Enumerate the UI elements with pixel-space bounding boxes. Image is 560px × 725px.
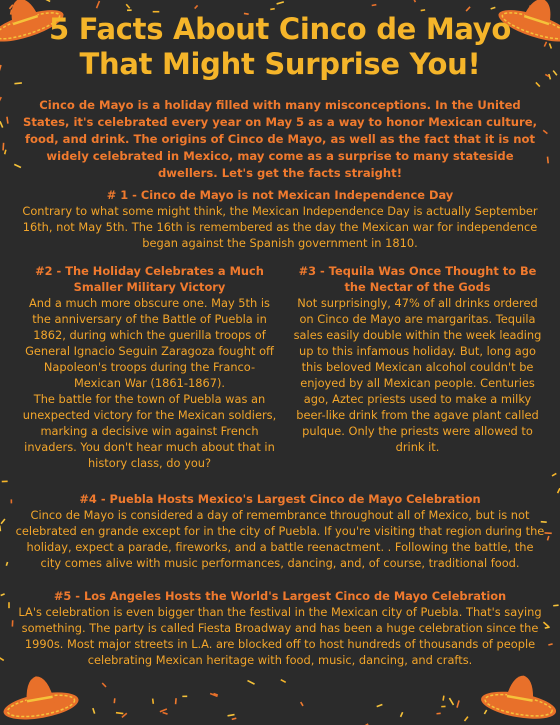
confetti-piece (160, 708, 168, 712)
confetti-piece (175, 698, 177, 704)
confetti-piece (553, 604, 559, 606)
fact-heading: #3 - Tequila Was Once Thought to Be the Nectar of the Gods (298, 264, 537, 294)
confetti-piece (535, 82, 540, 87)
confetti-piece (466, 6, 471, 11)
fact-body: And a much more obscure one. May 5th is the anniversary of the Battle of Puebla in 1862, during which the guerilla troops of General Ignacio Seguin Zaragoza fought off Napoleon's troops during the Franco-Mexican War (1861-1867). (25, 296, 274, 390)
confetti-piece (270, 8, 275, 10)
confetti-piece (548, 643, 553, 646)
confetti-piece (552, 473, 557, 477)
confetti-piece (4, 150, 7, 155)
confetti-piece (2, 143, 4, 151)
confetti-piece (544, 532, 551, 534)
confetti-piece (300, 702, 304, 707)
confetti-piece (441, 706, 445, 708)
confetti-piece (276, 1, 284, 5)
confetti-piece (116, 712, 124, 714)
confetti-piece (0, 65, 2, 71)
fact-heading: # 1 - Cinco de Mayo is not Mexican Independence Day (106, 188, 454, 202)
intro-paragraph: Cinco de Mayo is a holiday filled with many misconceptions. In the United States, it's celebrated every year on May 5 as a way to honor Mexican culture, food, and drink. The origins of Cinco de Mayo, as well as the fact that it is not widely celebrated in Mexico, may come as a surprise to many stateside dwellers. Let's get the facts straight! (22, 98, 537, 180)
confetti-piece (449, 698, 454, 706)
confetti-piece (0, 656, 4, 661)
confetti-piece (545, 626, 550, 629)
fact-3-section (290, 263, 545, 455)
confetti-piece (400, 712, 404, 717)
confetti-piece (543, 130, 548, 135)
confetti-piece (442, 696, 444, 701)
fact-1-section (20, 187, 540, 251)
confetti-piece (126, 4, 131, 9)
confetti-piece (490, 7, 495, 10)
confetti-piece (247, 680, 255, 685)
confetti-piece (113, 698, 115, 703)
fact-2-section (22, 263, 277, 471)
confetti-piece (194, 5, 198, 9)
confetti-piece (92, 708, 95, 714)
confetti-piece (227, 714, 234, 717)
confetti-piece (547, 536, 550, 541)
confetti-piece (6, 562, 9, 566)
sombrero-icon (478, 665, 560, 723)
confetti-piece (8, 602, 10, 608)
fact-5-section (15, 588, 545, 668)
fact-body: LA's celebration is even bigger than the festival in the Mexican city of Puebla. That's saying something. The party is called Fiesta Broadway and has been a huge celebration since the 1990s. Most major streets in L.A. are blocked off to host hundreds of thousands of people celebrating Mexican heritage with food, music, dancing, and crafts. (18, 605, 542, 667)
fact-body: Cinco de Mayo is considered a day of remembrance throughout all of Mexico, but is not celebrated en grande except for in the city of Puebla. If you're visiting that region during the holiday, expect a parade, fireworks, and a battle reenactment. . Following the battle, the city comes alive with music performances, dancing, and, of course, traditional food. (15, 508, 545, 570)
confetti-piece (96, 1, 100, 9)
fact-4-section (15, 491, 545, 571)
confetti-piece (11, 499, 13, 503)
sombrero-icon (0, 668, 80, 724)
confetti-piece (232, 717, 237, 720)
confetti-piece (162, 712, 167, 715)
confetti-piece (12, 620, 14, 626)
title-line-2: That Might Surprise You! (79, 47, 481, 81)
fact-heading: #4 - Puebla Hosts Mexico's Largest Cinco de Mayo Celebration (79, 492, 481, 506)
fact-heading: #5 - Los Angeles Hosts the World's Largest Cinco de Mayo Celebration (53, 589, 507, 603)
confetti-piece (464, 716, 469, 721)
fact-body: Not surprisingly, 47% of all drinks ordered on Cinco de Mayo are margaritas. Tequila sales easily double within the week leading up to this infamous holiday. But, long ago this beloved Mexican alcohol couldn't be enjoyed by all Mexican people. Centuries ago, Aztec priests used to make a milky beer-like drink from the agave plant called pulque. Only the priests were allowed to drink it. (293, 296, 542, 454)
confetti-piece (182, 696, 187, 698)
confetti-piece (152, 698, 154, 703)
confetti-piece (372, 4, 377, 6)
confetti-piece (436, 713, 440, 715)
confetti-piece (102, 682, 107, 687)
confetti-piece (280, 679, 286, 683)
confetti-piece (0, 97, 2, 104)
fact-body: The battle for the town of Puebla was an unexpected victory for the Mexican soldiers, marking a decisive win against French invaders. You don't hear much about that in history class, do you? (22, 392, 277, 470)
confetti-piece (2, 481, 8, 483)
title-line-1: 5 Facts About Cinco de Mayo (49, 12, 511, 46)
confetti-piece (412, 0, 416, 2)
confetti-piece (553, 70, 558, 76)
confetti-piece (547, 157, 549, 164)
confetti-piece (0, 593, 5, 596)
confetti-piece (6, 117, 9, 124)
fact-body: Contrary to what some might think, the Mexican Independence Day is actually September 16th, not May 5th. The 16th is remembered as the day the Mexican war for independence began against the Spanish government in 1810. (22, 204, 538, 250)
confetti-piece (14, 82, 22, 84)
confetti-piece (549, 43, 552, 49)
fact-heading: #2 - The Holiday Celebrates a Much Smaller Military Victory (35, 264, 264, 294)
confetti-piece (0, 121, 3, 128)
confetti-piece (0, 519, 5, 525)
confetti-piece (127, 9, 132, 11)
page-title (30, 12, 530, 82)
confetti-piece (456, 700, 460, 708)
confetti-piece (376, 704, 382, 708)
confetti-piece (0, 525, 1, 531)
